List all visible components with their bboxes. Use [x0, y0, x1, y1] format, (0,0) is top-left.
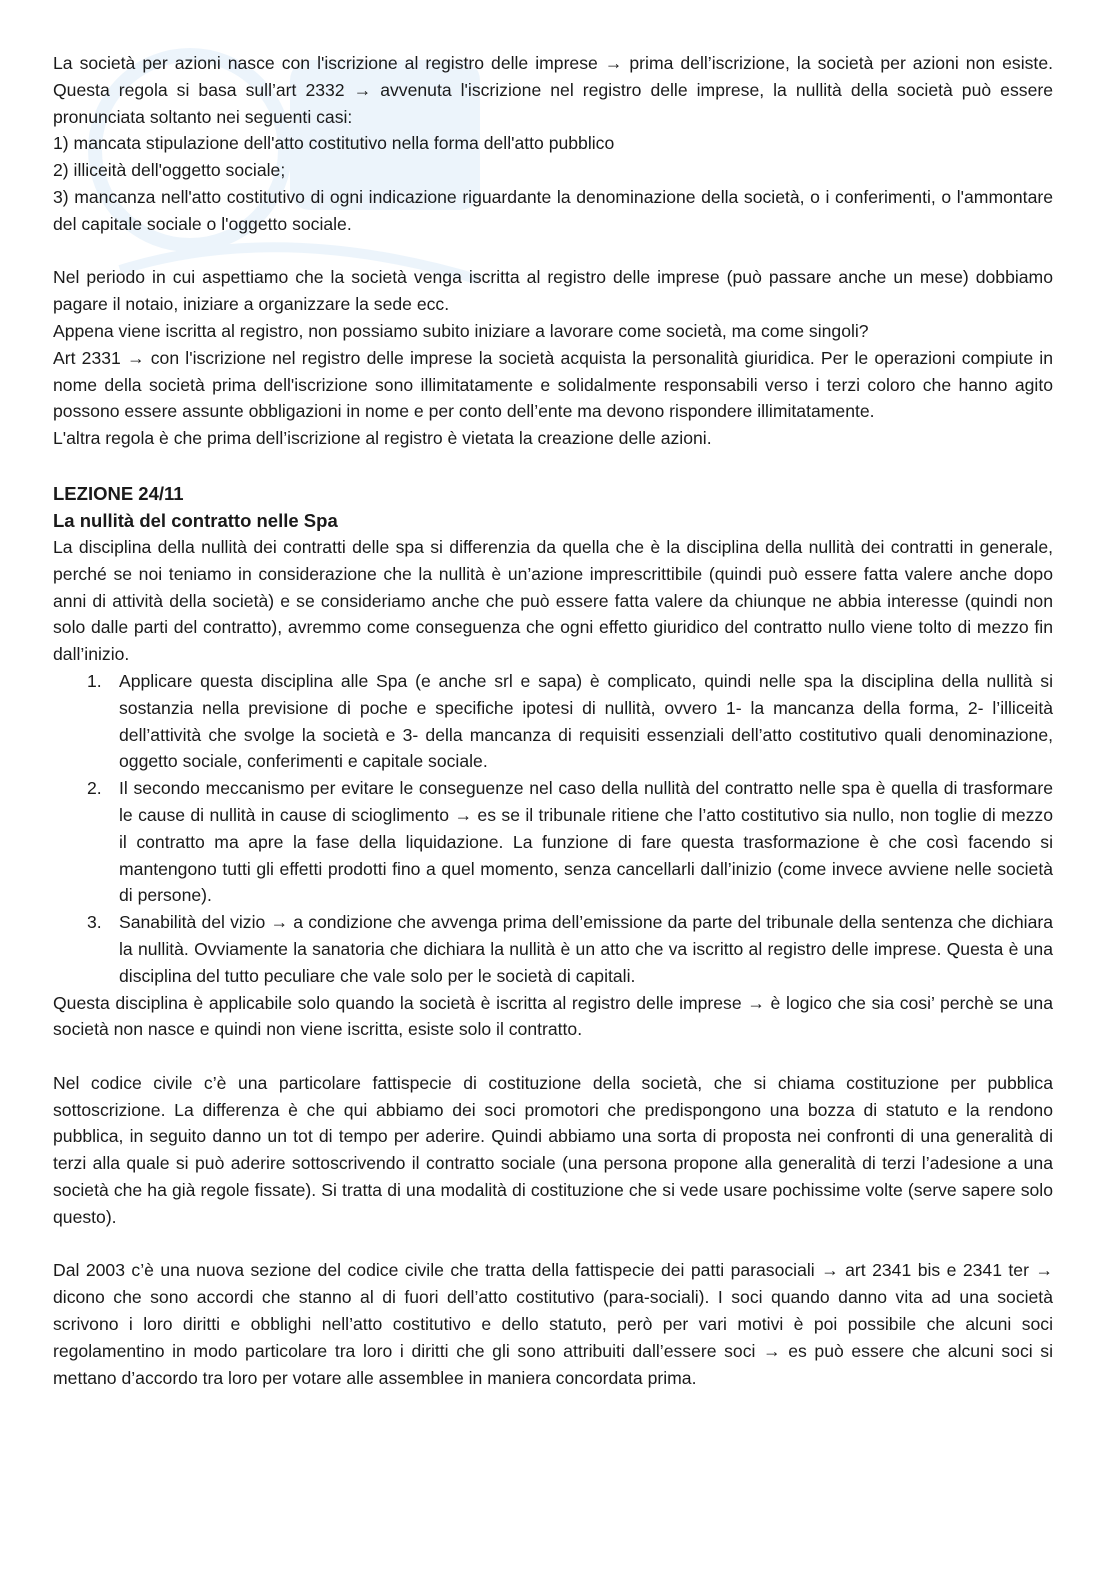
lesson-closing-paragraph: Questa disciplina è applicabile solo quando la società è iscritta al registro delle imprese → è logico che sia cosi’ perchè se una società non nasce e quindi non viene iscritta, esiste solo il contratto. [53, 992, 1053, 1040]
registration-period-paragraph: Nel periodo in cui aspettiamo che la società venga iscritta al registro delle imprese (può passare anche un mese) dobbiamo pagare il notaio, iniziare a organizzare la sede ecc. [53, 267, 1053, 315]
list-item-text: Sanabilità del vizio → a condizione che avvenga prima dell’emissione da parte del tribunale della sentenza che dichiara la nullità. Ovviamente la sanatoria che dichiara la nullità è un atto che va iscritto al registro delle imprese. Questa è una disciplina del tutto peculiare che vale solo per le società di capitali. [119, 912, 1053, 986]
shares-rule-paragraph: L'altra regola è che prima dell’iscrizione al registro è vietata la creazione delle azioni. [53, 428, 712, 449]
public-subscription-paragraph: Nel codice civile c’è una particolare fattispecie di costituzione della società, che si chiama costituzione per pubblica sottoscrizione. La differenza è che qui abbiamo dei soci promotori che predispongono una bozza di statuto e la rendono pubblica, in seguito danno un tot di tempo per aderire. Quindi abbiamo una sorta di proposta nei confronti di una generalità di terzi alla quale si può aderire sottoscrivendo il contratto sociale (una persona propone alla generalità di terzi l’adesione a una società che ha già regole fissate). Si tratta di una modalità di costituzione che si vede usare pochissime volte (serve sapere solo questo). [53, 1072, 1053, 1227]
lesson-title: LEZIONE 24/11 [53, 482, 184, 504]
document-page [53, 50, 1053, 1391]
registration-question: Appena viene iscritta al registro, non possiamo subito iniziare a lavorare come società, ma come singoli? [53, 320, 869, 341]
list-item-number: 2. [87, 778, 102, 799]
lesson-subtitle: La nullità del contratto nelle Spa [53, 509, 338, 531]
nullity-case-2: 2) illiceità dell'oggetto sociale; [53, 160, 286, 181]
shareholder-agreements-paragraph: Dal 2003 c’è una nuova sezione del codice civile che tratta della fattispecie dei patti parasociali → art 2341 bis e 2341 ter → dicono che sono accordi che stanno al di fuori dell’atto costitutivo (para-sociali). I soci quando danno vita ad una società scrivono i loro diritti e obblighi nell’atto costitutivo e dello statuto, però per vari motivi è poi possibile che alcuni soci regolamentino in modo particolare tra loro i diritti che gli sono attribuiti dall’essere soci → es può essere che alcuni soci si mettano d’accordo tra loro per votare alle assemblee in maniera concordata prima. [53, 1260, 1053, 1388]
list-item-number: 1. [87, 670, 102, 691]
nullity-case-1: 1) mancata stipulazione dell'atto costitutivo nella forma dell'atto pubblico [53, 133, 615, 154]
list-item [87, 775, 1053, 909]
list-item [87, 909, 1053, 989]
lesson-intro-paragraph: La disciplina della nullità dei contratti delle spa si differenzia da quella che è la disciplina della nullità dei contratti in generale, perché se noi teniamo in considerazione che la nullità è un’azione imprescrittibile (quindi può essere fatta valere anche dopo anni di attività della società) e se consideriamo anche che può essere fatta valere da chiunque ne abbia interesse (quindi non solo dalle parti del contratto), avremmo come conseguenza che ogni effetto giuridico del contratto nullo viene tolto di mezzo fin dall’inizio. [53, 536, 1053, 665]
list-item-text: Applicare questa disciplina alle Spa (e anche srl e sapa) è complicato, quindi nelle spa la disciplina della nullità si sostanzia nella previsione di poche e specifiche ipotesi di nullità, ovvero 1- la mancanza della forma, 2- l’illiceità dell’attività che svolge la società e 3- della mancanza di requisiti essenziali dell’atto costitutivo quali denominazione, oggetto sociale, conferimenti e capitale sociale. [119, 670, 1053, 772]
list-item [87, 668, 1053, 775]
list-item-text: Il secondo meccanismo per evitare le conseguenze nel caso della nullità del contratto nelle spa è quella di trasformare le cause di nullità in cause di scioglimento → es se il tribunale ritiene che l’atto costitutivo sia nullo, non toglie di mezzo il contratto ma apre la fase della liquidazione. La funzione di fare questa trasformazione è che così facendo si mantengono tutti gli effetti prodotti fino a quel momento, senza cancellarli dall’inizio (come invece avviene nelle società di persone). [119, 778, 1053, 906]
art-2331-paragraph: Art 2331 → con l'iscrizione nel registro delle imprese la società acquista la personalità giuridica. Per le operazioni compiute in nome della società prima dell'iscrizione sono illimitatamente e solidalmente responsabili verso i terzi coloro che hanno agito possono essere assunte obbligazioni in nome e per conto dell’ente ma devono rispondere illimitatamente. [53, 347, 1053, 422]
intro-paragraph: La società per azioni nasce con l'iscrizione al registro delle imprese → prima dell’iscrizione, la società per azioni non esiste. Questa regola si basa sull’art 2332 → avvenuta l'iscrizione nel registro delle imprese, la nullità della società può essere pronunciata soltanto nei seguenti casi: [53, 53, 1053, 127]
list-item-number: 3. [87, 912, 102, 933]
nullity-case-3: 3) mancanza nell'atto costitutivo di ogni indicazione riguardante la denominazione della società, o i conferimenti, o l'ammontare del capitale sociale o l'oggetto sociale. [53, 186, 1053, 234]
nullity-mechanisms-list [53, 668, 1053, 990]
